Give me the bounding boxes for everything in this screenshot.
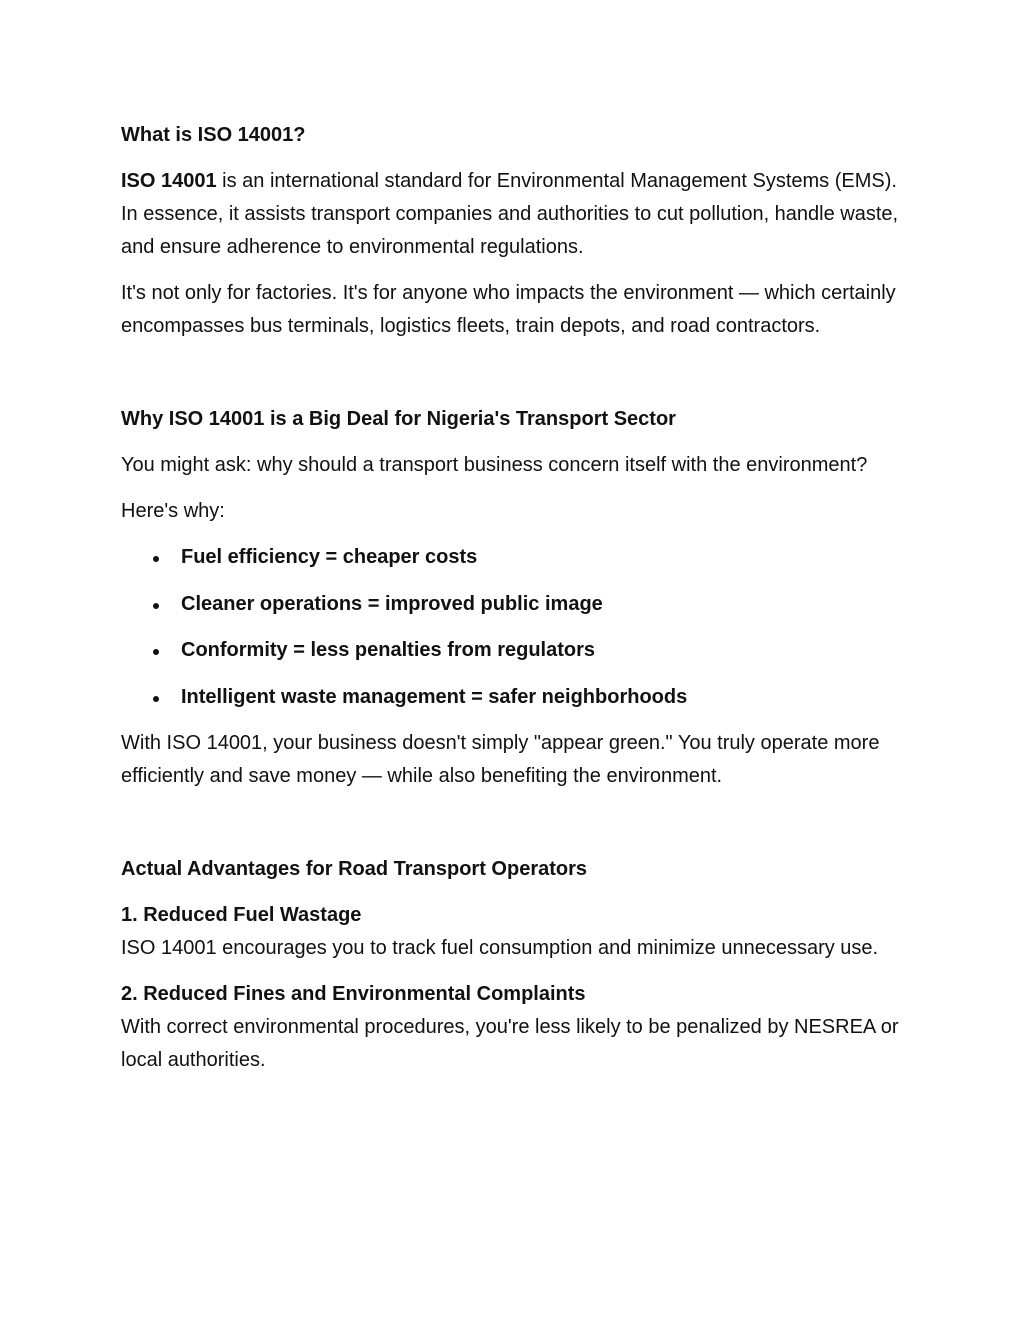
list-item-text: Cleaner operations = improved public image	[181, 592, 603, 615]
bold-term-iso: ISO 14001	[121, 170, 217, 192]
benefits-list	[121, 541, 911, 714]
section-heading-what-is-iso: What is ISO 14001?	[121, 124, 306, 146]
list-item	[121, 541, 911, 574]
list-item	[121, 681, 911, 714]
advantage-title: 1. Reduced Fuel Wastage	[121, 904, 362, 926]
list-item-text: Intelligent waste management = safer neighborhoods	[181, 685, 688, 708]
list-item	[121, 588, 911, 621]
paragraph-heres-why: Here's why:	[121, 500, 225, 522]
paragraph-you-might-ask: You might ask: why should a transport business concern itself with the environment?	[121, 454, 868, 476]
list-item-text: Conformity = less penalties from regulators	[181, 639, 595, 661]
document-page	[121, 119, 911, 1090]
paragraph-not-only-factories: It's not only for factories. It's for anyone who impacts the environment — which certainly encompasses bus terminals, logistics fleets, train depots, and road contractors.	[121, 282, 896, 337]
advantage-text: ISO 14001 encourages you to track fuel consumption and minimize unnecessary use.	[121, 937, 879, 959]
list-item	[121, 634, 911, 667]
advantage-item	[121, 899, 911, 965]
section-heading-actual-advantages: Actual Advantages for Road Transport Operators	[121, 858, 588, 880]
advantage-title: 2. Reduced Fines and Environmental Complaints	[121, 983, 586, 1005]
bullet-icon	[153, 649, 159, 655]
bullet-icon	[153, 603, 159, 609]
bullet-icon	[153, 556, 159, 562]
paragraph-iso-definition	[121, 165, 911, 264]
advantage-text: With correct environmental procedures, you're less likely to be penalized by NESREA or local authorities.	[121, 1016, 899, 1071]
section-gap	[121, 356, 911, 403]
section-heading-why-big-deal: Why ISO 14001 is a Big Deal for Nigeria's Transport Sector	[121, 408, 676, 430]
bullet-icon	[153, 696, 159, 702]
section-gap	[121, 806, 911, 853]
paragraph-with-iso: With ISO 14001, your business doesn't simply "appear green." You truly operate more efficiently and save money — while also benefiting the environment.	[121, 732, 880, 787]
advantage-item	[121, 978, 911, 1077]
list-item-text: Fuel efficiency = cheaper costs	[181, 546, 478, 568]
definition-text: is an international standard for Environmental Management Systems (EMS). In essence, it assists transport companies and authorities to cut pollution, handle waste, and ensure adherence to environmental regulations.	[121, 170, 899, 258]
